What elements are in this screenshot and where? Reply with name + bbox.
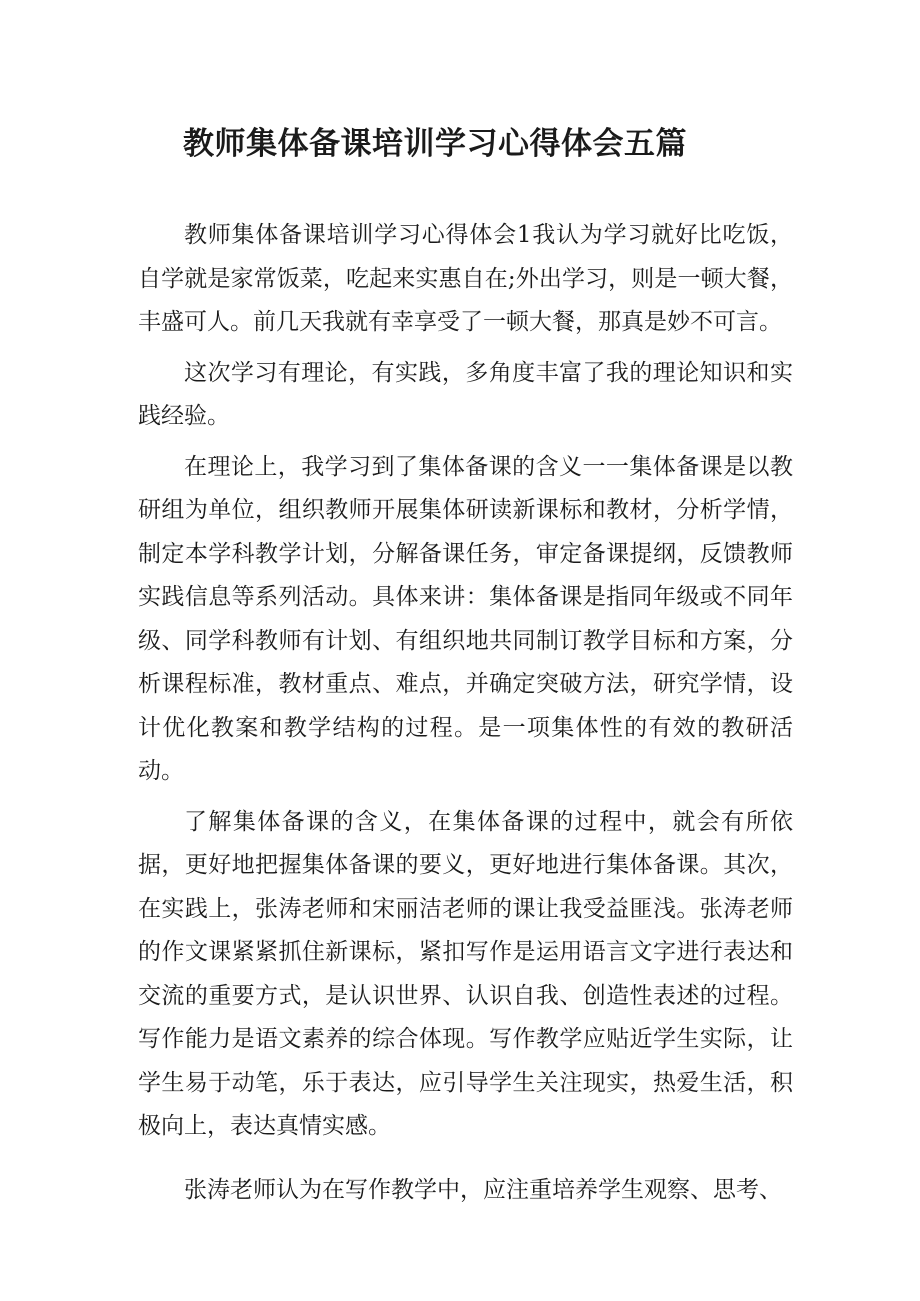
paragraph-5: 张涛老师认为在写作教学中，应注重培养学生观察、思考、	[184, 1176, 782, 1203]
paragraph-4: 了解集体备课的含义，在集体备课的过程中，就会有所依据，更好地把握集体备课的要义，更好地进行集体备课。其次，在实践上，张涛老师和宋丽洁老师的课让我受益匪浅。张涛老师的作文课紧紧抓住新课标，紧扣写作是运用语言文字进行表达和交流的重要方式，是认识世界、认识自我、创造性表述的过程。写作能力是语文素养的综合体现。写作教学应贴近学生实际，让学生易于动笔，乐于表达，应引导学生关注现实，热爱生活，积极向上，表达真情实感。	[138, 808, 793, 1139]
paragraph-2: 这次学习有理论，有实践，多角度丰富了我的理论知识和实践经验。	[138, 359, 793, 429]
paragraph-1: 教师集体备课培训学习心得体会1我认为学习就好比吃饭，自学就是家常饭菜，吃起来实惠自在;外出学习，则是一顿大餐，丰盛可人。前几天我就有幸享受了一顿大餐，那真是妙不可言。	[138, 222, 793, 335]
paragraph-3: 在理论上，我学习到了集体备课的含义一一集体备课是以教研组为单位，组织教师开展集体研读新课标和教材，分析学情，制定本学科教学计划，分解备课任务，审定备课提纲，反馈教师实践信息等系列活动。具体来讲：集体备课是指同年级或不同年级、同学科教师有计划、有组织地共同制订教学目标和方案，分析课程标准，教材重点、难点，并确定突破方法，研究学情，设计优化教案和教学结构的过程。是一项集体性的有效的教研活动。	[138, 453, 793, 784]
document-title: 教师集体备课培训学习心得体会五篇	[183, 126, 687, 162]
document-body	[138, 214, 793, 1219]
